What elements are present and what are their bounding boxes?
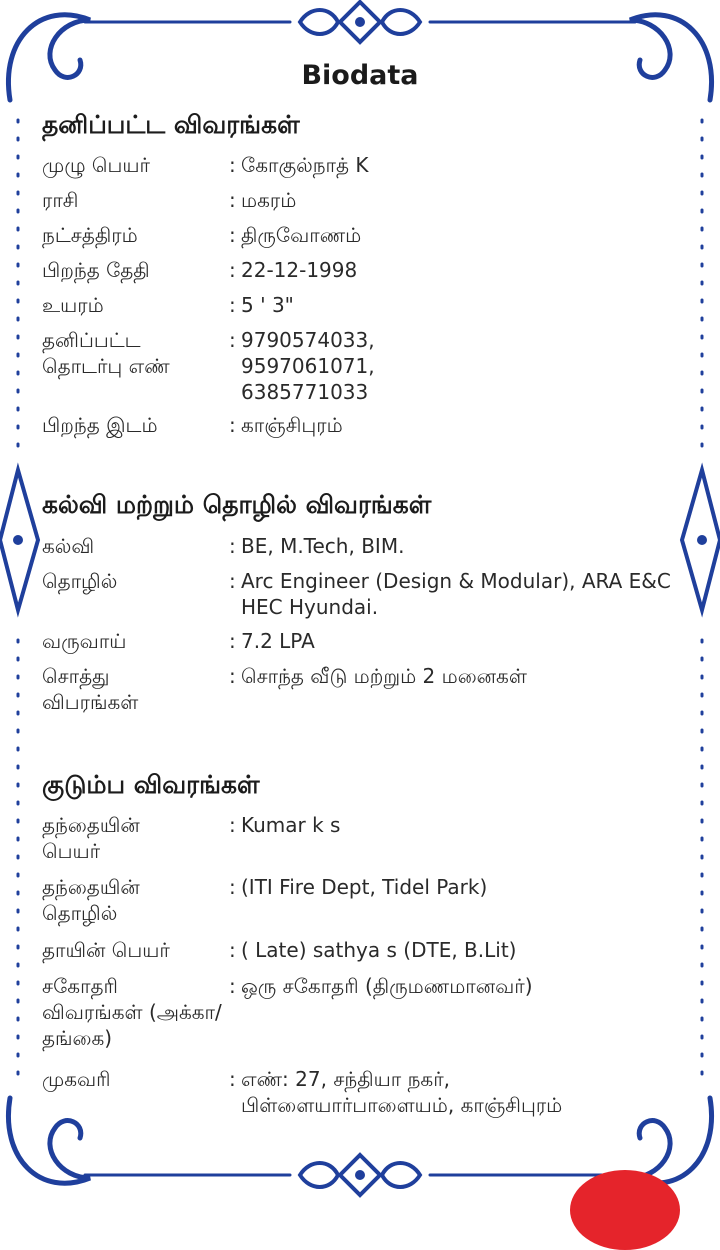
label: கல்வி	[42, 534, 95, 558]
label: தந்தையின் தொழில்	[42, 875, 140, 925]
colon: :	[229, 813, 236, 837]
label: முகவரி	[42, 1067, 111, 1091]
label: முழு பெயர்	[42, 153, 150, 177]
value: மகரம்	[241, 188, 297, 212]
colon: :	[229, 188, 236, 212]
section-heading-education: கல்வி மற்றும் தொழில் விவரங்கள்	[42, 490, 432, 519]
colon: :	[229, 1067, 236, 1091]
label: ராசி	[42, 188, 79, 212]
value: திருவோணம்	[241, 223, 362, 247]
value: ஒரு சகோதரி (திருமணமானவர்)	[241, 974, 533, 998]
value: 22-12-1998	[241, 258, 358, 282]
value: காஞ்சிபுரம்	[241, 413, 343, 437]
value: Arc Engineer (Design & Modular), ARA E&C HEC Hyundai.	[241, 569, 671, 619]
section-heading-family: குடும்ப விவரங்கள்	[42, 770, 260, 799]
floating-action-button[interactable]	[570, 1170, 680, 1250]
section-heading-personal: தனிப்பட்ட விவரங்கள்	[42, 110, 300, 139]
value: 5 ' 3"	[241, 293, 294, 317]
label: தனிப்பட்ட தொடர்பு எண்	[42, 328, 170, 378]
label: பிறந்த தேதி	[42, 258, 150, 282]
label: உயரம்	[42, 293, 104, 317]
colon: :	[229, 258, 236, 282]
label: வருவாய்	[42, 629, 127, 653]
value: 9790574033, 9597061071, 6385771033	[241, 328, 375, 404]
colon: :	[229, 938, 236, 962]
colon: :	[229, 569, 236, 593]
colon: :	[229, 534, 236, 558]
value: கோகுல்நாத் K	[241, 153, 369, 177]
value: Kumar k s	[241, 813, 341, 837]
colon: :	[229, 328, 236, 352]
value: எண்: 27, சந்தியா நகர், பிள்ளையார்பாளையம், காஞ்சிபுரம்	[241, 1067, 563, 1117]
label: பிறந்த இடம்	[42, 413, 158, 437]
value: BE, M.Tech, BIM.	[241, 534, 405, 558]
label: நட்சத்திரம்	[42, 223, 138, 247]
label: தந்தையின் பெயர்	[42, 813, 140, 863]
colon: :	[229, 875, 236, 899]
value: ( Late) sathya s (DTE, B.Lit)	[241, 938, 517, 962]
colon: :	[229, 629, 236, 653]
label: தொழில்	[42, 569, 118, 593]
label: தாயின் பெயர்	[42, 938, 170, 962]
colon: :	[229, 664, 236, 688]
colon: :	[229, 223, 236, 247]
colon: :	[229, 413, 236, 437]
colon: :	[229, 293, 236, 317]
label: சொத்து விபரங்கள்	[42, 664, 139, 714]
label: சகோதரி விவரங்கள் (அக்கா/தங்கை)	[42, 974, 222, 1050]
value: (ITI Fire Dept, Tidel Park)	[241, 875, 488, 899]
value: 7.2 LPA	[241, 629, 315, 653]
page-title: Biodata	[301, 60, 419, 91]
value: சொந்த வீடு மற்றும் 2 மனைகள்	[241, 664, 527, 688]
colon: :	[229, 974, 236, 998]
colon: :	[229, 153, 236, 177]
